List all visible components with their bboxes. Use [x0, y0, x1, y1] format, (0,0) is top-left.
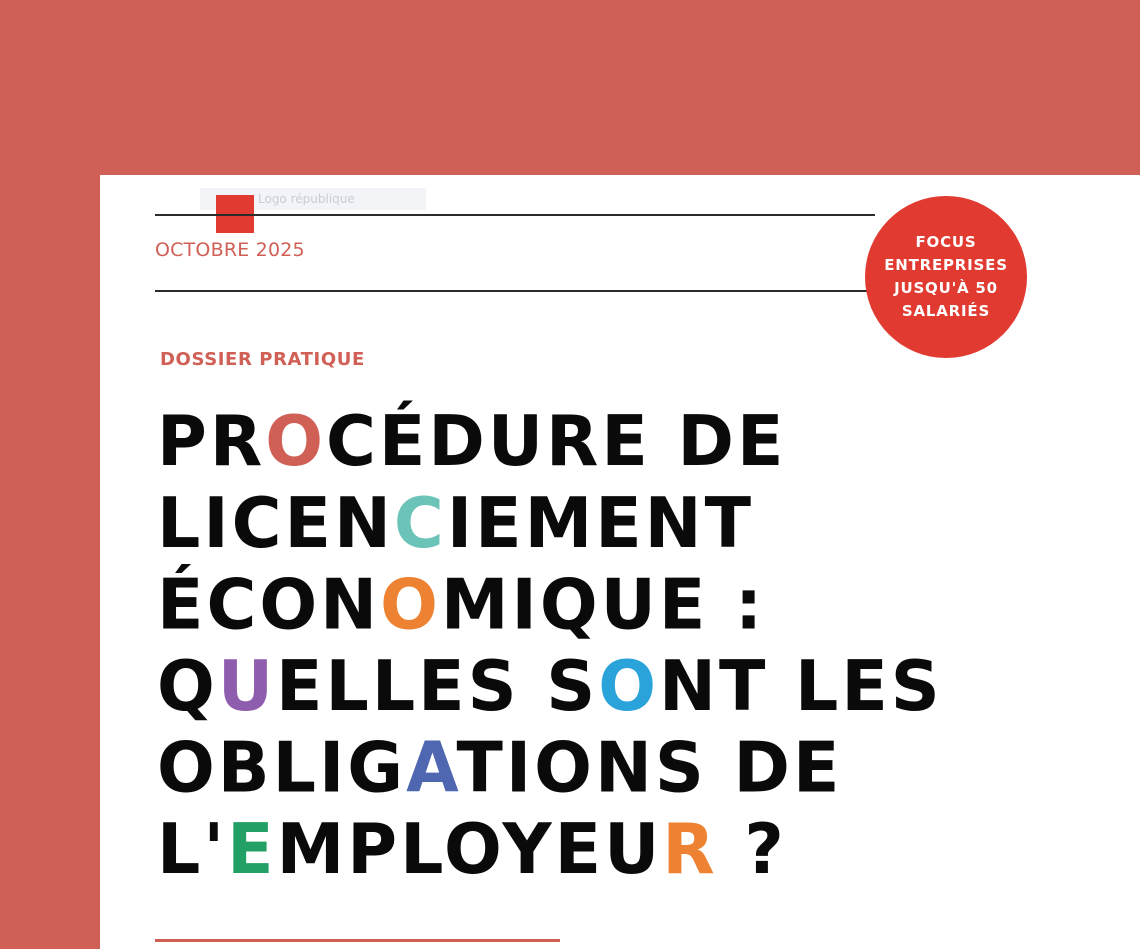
document-kicker: DOSSIER PRATIQUE: [160, 349, 365, 370]
title-line: [157, 402, 943, 484]
title-accent-letter: R: [662, 810, 718, 891]
title-line: [157, 647, 943, 729]
title-accent-letter: O: [598, 646, 660, 728]
title-line: [157, 728, 943, 810]
title-accent-letter: O: [380, 565, 441, 646]
title-text: Q: [157, 646, 218, 728]
title-accent-letter: C: [393, 483, 447, 565]
badge-line: FOCUS: [915, 233, 977, 251]
faint-header-label: Logo république: [200, 188, 426, 210]
document-title: [157, 402, 943, 892]
top-divider: [155, 214, 875, 216]
title-text: OBLIG: [157, 728, 407, 809]
bottom-divider: [155, 939, 560, 942]
title-text: CÉDURE DE: [326, 402, 787, 483]
title-text: IEMENT: [446, 483, 754, 565]
title-accent-letter: A: [406, 728, 457, 809]
publication-date: OCTOBRE 2025: [155, 239, 305, 261]
title-text: L': [157, 810, 228, 891]
title-line: [157, 484, 943, 566]
focus-badge: [865, 196, 1027, 358]
title-text: ?: [717, 810, 787, 891]
title-text: TIONS DE: [456, 728, 843, 809]
title-text: ÉCON: [157, 565, 381, 646]
title-text: ELLES S: [276, 646, 599, 728]
title-accent-letter: U: [217, 646, 277, 728]
badge-line: JUSQU'À 50: [894, 279, 998, 297]
date-divider: [155, 290, 875, 292]
title-text: NT LES: [659, 646, 943, 728]
document-page: [100, 175, 1140, 949]
title-text: MIQUE :: [440, 565, 766, 646]
badge-line: ENTREPRISES: [884, 256, 1008, 274]
title-accent-letter: O: [265, 402, 327, 483]
title-accent-letter: E: [227, 810, 277, 891]
title-text: LICEN: [157, 483, 394, 565]
title-line: [157, 810, 943, 892]
title-text: PR: [157, 402, 266, 483]
badge-line: SALARIÉS: [901, 302, 991, 320]
title-line: [157, 565, 943, 647]
focus-badge-text: [876, 231, 1016, 323]
title-text: MPLOYEU: [276, 810, 663, 891]
